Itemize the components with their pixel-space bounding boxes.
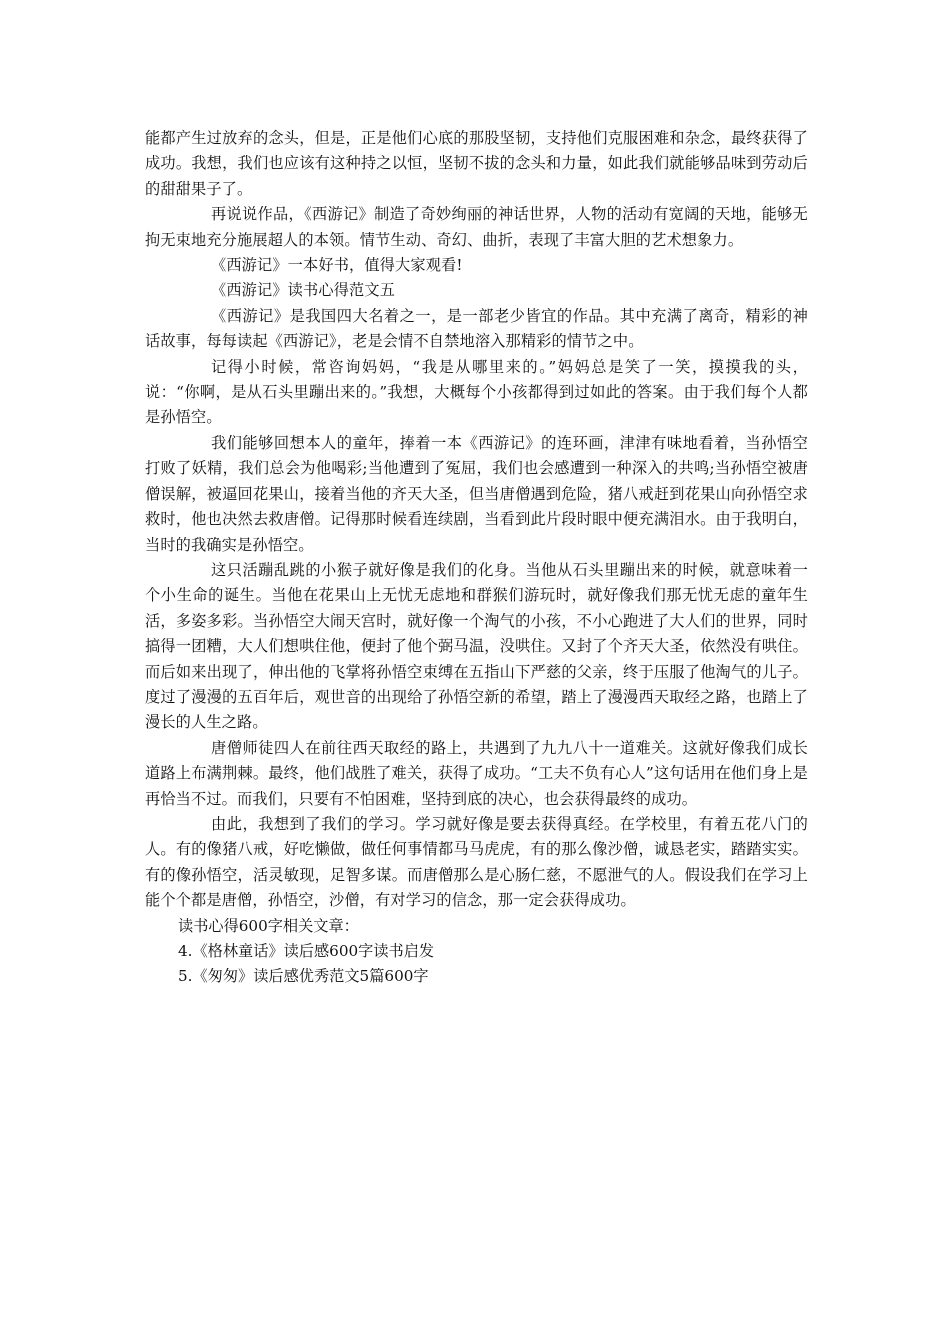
article-paragraph: 能都产生过放弃的念头，但是，正是他们心底的那股坚韧，支持他们克服困难和杂念，最终获得了成功。我想，我们也应该有这种持之以恒，坚韧不拔的念头和力量，如此我们就能够品味到劳动后的甜甜果子了。 — [145, 129, 808, 198]
article-paragraph: 由此，我想到了我们的学习。学习就好像是要去获得真经。在学校里，有着五花八门的人。有的像猪八戒，好吃懒做，做任何事情都马马虎虎，有的那么像沙僧，诚恳老实，踏踏实实。有的像孙悟空，活灵敏现，足智多谋。而唐僧那么是心肠仁慈，不愿泄气的人。假设我们在学习上能个个都是唐僧，孙悟空，沙僧，有对学习的信念，那一定会获得成功。 — [145, 814, 808, 910]
related-articles-list — [145, 939, 808, 990]
document-page — [145, 126, 808, 990]
section-title: 《西游记》读书心得范文五 — [211, 281, 396, 300]
article-paragraph: 再说说作品，《西游记》制造了奇妙绚丽的神话世界，人物的活动有宽阔的天地，能够无拘无束地充分施展超人的本领。情节生动、奇幻、曲折，表现了丰富大胆的艺术想象力。 — [145, 205, 808, 249]
related-article-link[interactable]: 5.《匆匆》读后感优秀范文5篇600字 — [178, 967, 429, 986]
article-paragraph: 《西游记》是我国四大名着之一，是一部老少皆宜的作品。其中充满了离奇，精彩的神话故事，每每读起《西游记》，老是会情不自禁地溶入那精彩的情节之中。 — [145, 306, 808, 351]
article-paragraph: 《西游记》一本好书，值得大家观看! — [211, 256, 463, 275]
article-paragraph: 这只活蹦乱跳的小猴子就好像是我们的化身。当他从石头里蹦出来的时候，就意味着一个小生命的诞生。当他在花果山上无忧无虑地和群猴们游玩时，就好像我们那无忧无虑的童年生活，多姿多彩。当孙悟空大闹天宫时，就好像一个淘气的小孩，不小心跑进了大人们的世界，同时搞得一团糟，大人们想哄住他，便封了他个弼马温，没哄住。又封了个齐天大圣，依然没有哄住。而后如来出现了，伸出他的飞掌将孙悟空束缚在五指山下严慈的父亲，终于压服了他淘气的儿子。度过了漫漫的五百年后，观世音的出现给了孙悟空新的希望，踏上了漫漫西天取经之路，也踏上了漫长的人生之路。 — [145, 560, 808, 732]
article-paragraph: 我们能够回想本人的童年，捧着一本《西游记》的连环画，津津有味地看着，当孙悟空打败了妖精，我们总会为他喝彩;当他遭到了冤屈，我们也会感遭到一种深入的共鸣;当孙悟空被唐僧误解，被逼回花果山，接着当他的齐天大圣，但当唐僧遇到危险，猪八戒赶到花果山向孙悟空求救时，他也决然去救唐僧。记得那时候看连续剧，当看到此片段时眼中便充满泪水。由于我明白，当时的我确实是孙悟空。 — [145, 433, 808, 554]
related-article-link[interactable]: 4.《格林童话》读后感600字读书启发 — [178, 942, 435, 960]
article-paragraph: 唐僧师徒四人在前往西天取经的路上，共遇到了九九八十一道难关。这就好像我们成长道路上布满荆棘。最终，他们战胜了难关，获得了成功。“工夫不负有心人”这句话用在他们身上是再恰当不过。而我们，只要有不怕困难，坚持到底的决心，也会获得最终的成功。 — [145, 738, 808, 808]
article-paragraph: 记得小时候，常咨询妈妈，“我是从哪里来的。”妈妈总是笑了一笑，摸摸我的头，说：“你啊，是从石头里蹦出来的。”我想，大概每个小孩都得到过如此的答案。由于我们每个人都是孙悟空。 — [145, 357, 808, 427]
related-articles-heading: 读书心得600字相关文章： — [178, 916, 359, 935]
